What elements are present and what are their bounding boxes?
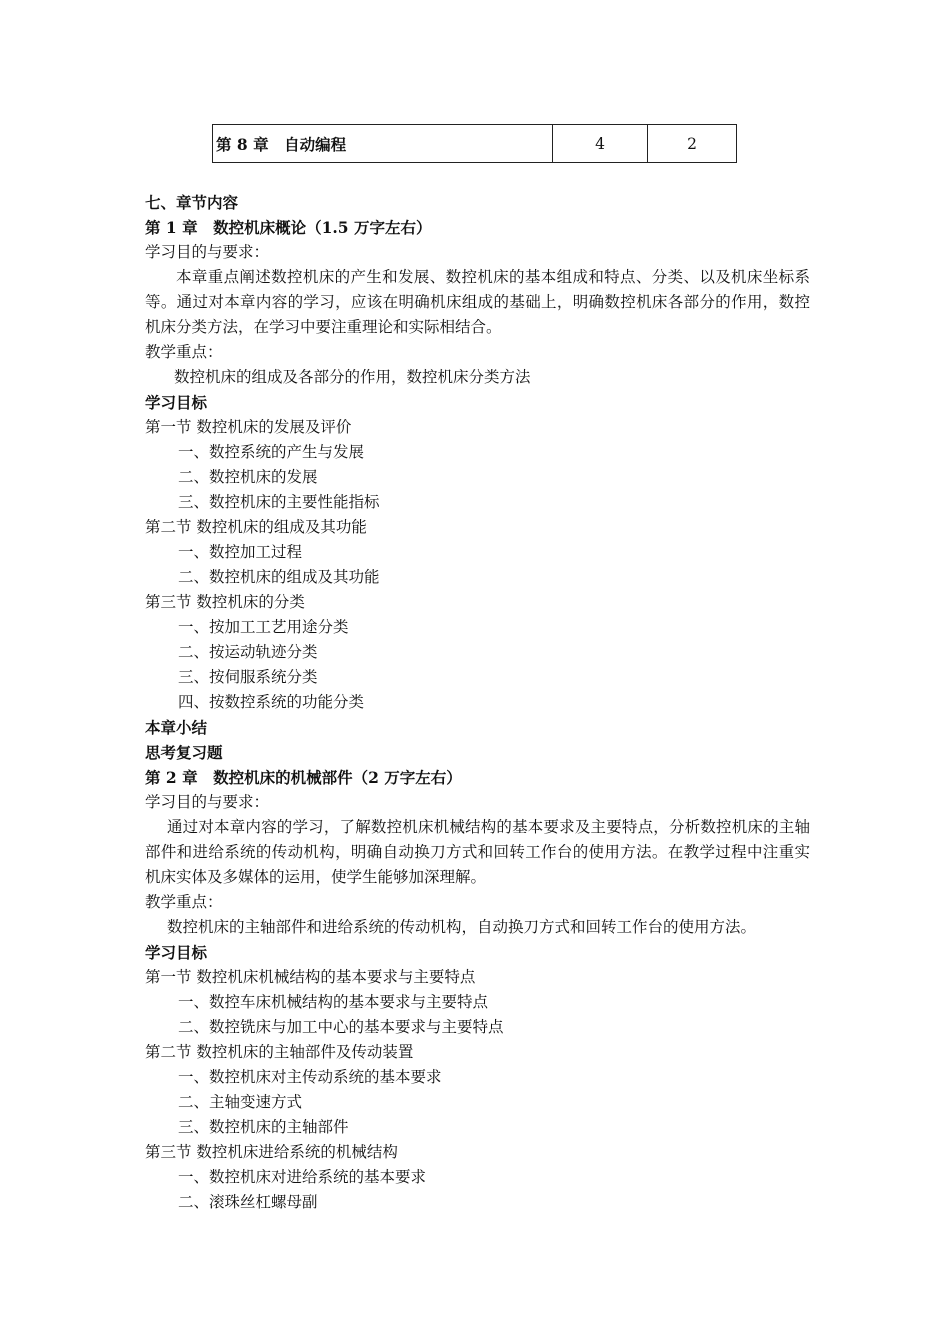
focus-text: 数控机床的主轴部件和进给系统的传动机构，自动换刀方式和回转工作台的使用方法。 xyxy=(167,918,757,936)
hours-cell: 2 xyxy=(648,125,737,163)
section-heading: 第一节 数控机床的发展及评价 xyxy=(145,418,352,436)
list-item: 一、数控系统的产生与发展 xyxy=(178,443,365,461)
chapter-content xyxy=(145,190,810,1215)
focus-label: 教学重点： xyxy=(145,343,223,361)
focus-label: 教学重点： xyxy=(145,893,223,911)
objectives-heading: 学习目标 xyxy=(145,943,208,962)
section-heading: 第一节 数控机床机械结构的基本要求与主要特点 xyxy=(145,968,476,986)
review-heading: 思考复习题 xyxy=(145,743,223,762)
chapter-2-title: 第 2 章 数控机床的机械部件（2 万字左右） xyxy=(145,768,462,787)
focus-text: 数控机床的组成及各部分的作用，数控机床分类方法 xyxy=(174,368,531,386)
list-item: 一、数控机床对主传动系统的基本要求 xyxy=(178,1068,442,1086)
section-title: 七、章节内容 xyxy=(145,193,239,212)
list-item: 二、滚珠丝杠螺母副 xyxy=(178,1193,318,1211)
list-item: 三、数控机床的主要性能指标 xyxy=(178,493,380,511)
list-item: 一、数控机床对进给系统的基本要求 xyxy=(178,1168,427,1186)
table-row xyxy=(213,125,737,163)
list-item: 二、主轴变速方式 xyxy=(178,1093,303,1111)
list-item: 二、数控机床的组成及其功能 xyxy=(178,568,380,586)
summary-heading: 本章小结 xyxy=(145,718,208,737)
objectives-heading: 学习目标 xyxy=(145,393,208,412)
chapter-cell: 第 8 章 自动编程 xyxy=(213,125,553,163)
list-item: 一、按加工工艺用途分类 xyxy=(178,618,349,636)
list-item: 一、数控车床机械结构的基本要求与主要特点 xyxy=(178,993,489,1011)
list-item: 三、数控机床的主轴部件 xyxy=(178,1118,349,1136)
list-item: 二、数控机床的发展 xyxy=(178,468,318,486)
list-item: 一、数控加工过程 xyxy=(178,543,303,561)
goal-text: 通过对本章内容的学习，了解数控机床机械结构的基本要求及主要特点，分析数控机床的主轴部件和进给系统的传动机构，明确自动换刀方式和回转工作台的使用方法。在教学过程中注重实机床实体及多媒体的运用，使学生能够加深理解。 xyxy=(145,818,810,886)
goal-text: 本章重点阐述数控机床的产生和发展、数控机床的基本组成和特点、分类、以及机床坐标系等。通过对本章内容的学习，应该在明确机床组成的基础上，明确数控机床各部分的作用，数控机床分类方法，在学习中要注重理论和实际相结合。 xyxy=(145,268,810,336)
goal-label: 学习目的与要求： xyxy=(145,793,270,811)
section-heading: 第三节 数控机床的分类 xyxy=(145,593,305,611)
chapter-1-title: 第 1 章 数控机床概论（1.5 万字左右） xyxy=(145,218,432,237)
goal-label: 学习目的与要求： xyxy=(145,243,270,261)
section-heading: 第三节 数控机床进给系统的机械结构 xyxy=(145,1143,398,1161)
section-heading: 第二节 数控机床的组成及其功能 xyxy=(145,518,367,536)
hours-cell: 4 xyxy=(553,125,648,163)
list-item: 二、数控铣床与加工中心的基本要求与主要特点 xyxy=(178,1018,504,1036)
list-item: 四、按数控系统的功能分类 xyxy=(178,693,365,711)
hours-table xyxy=(212,124,737,163)
list-item: 三、按伺服系统分类 xyxy=(178,668,318,686)
list-item: 二、按运动轨迹分类 xyxy=(178,643,318,661)
section-heading: 第二节 数控机床的主轴部件及传动装置 xyxy=(145,1043,414,1061)
